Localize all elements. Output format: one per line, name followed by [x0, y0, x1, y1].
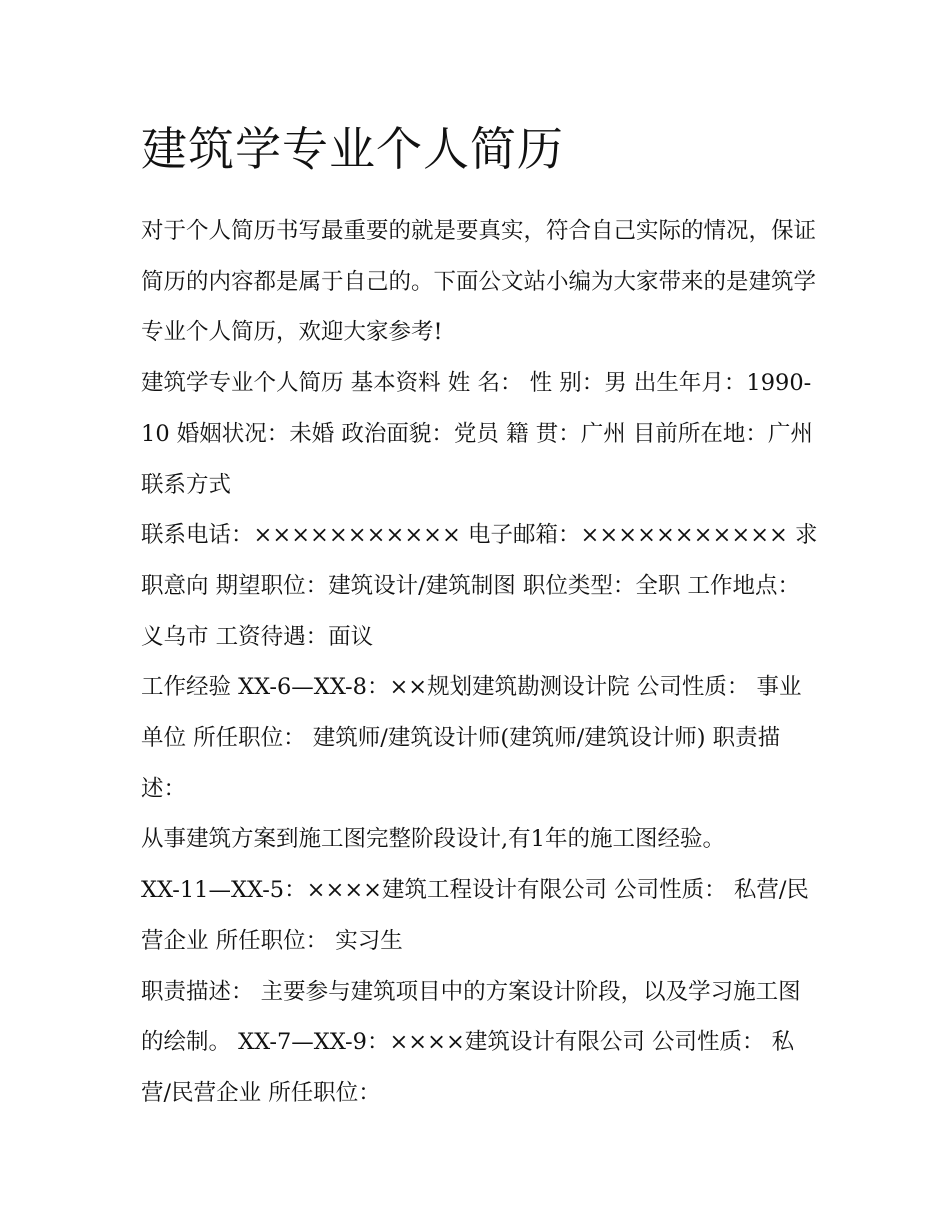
contact-intent-paragraph: 联系电话：××××××××××× 电子邮箱：××××××××××× 求职意向 期望职位：建筑设计/建筑制图 职位类型：全职 工作地点：义乌市 工资待遇：面议 [141, 522, 818, 650]
document-body [141, 114, 821, 1119]
basic-info-paragraph: 建筑学专业个人简历 基本资料 姓 名： 性 别：男 出生年月：1990-10 婚姻状况：未婚 政治面貌：党员 籍 贯：广州 目前所在地：广州 联系方式 [141, 370, 813, 498]
work-experience-paragraph: 工作经验 XX-6—XX-8：××规划建筑勘测设计院 公司性质： 事业单位 所任职位： 建筑师/建筑设计师(建筑师/建筑设计师) 职责描述： [141, 674, 802, 802]
document-title: 建筑学专业个人简历 [141, 122, 564, 176]
internship-paragraph: XX-11—XX-5：××××建筑工程设计有限公司 公司性质： 私营/民营企业 所任职位： 实习生 [141, 877, 809, 954]
intro-paragraph: 对于个人简历书写最重要的就是要真实，符合自己实际的情况，保证简历的内容都是属于自己的。下面公文站小编为大家带来的是建筑学专业个人简历，欢迎大家参考! [141, 218, 817, 346]
duty-description-paragraph: 从事建筑方案到施工图完整阶段设计,有1年的施工图经验。 [141, 826, 725, 853]
project-experience-paragraph: 职责描述： 主要参与建筑项目中的方案设计阶段，以及学习施工图的绘制。 XX-7—XX-9：××××建筑设计有限公司 公司性质： 私营/民营企业 所任职位： [141, 978, 801, 1106]
